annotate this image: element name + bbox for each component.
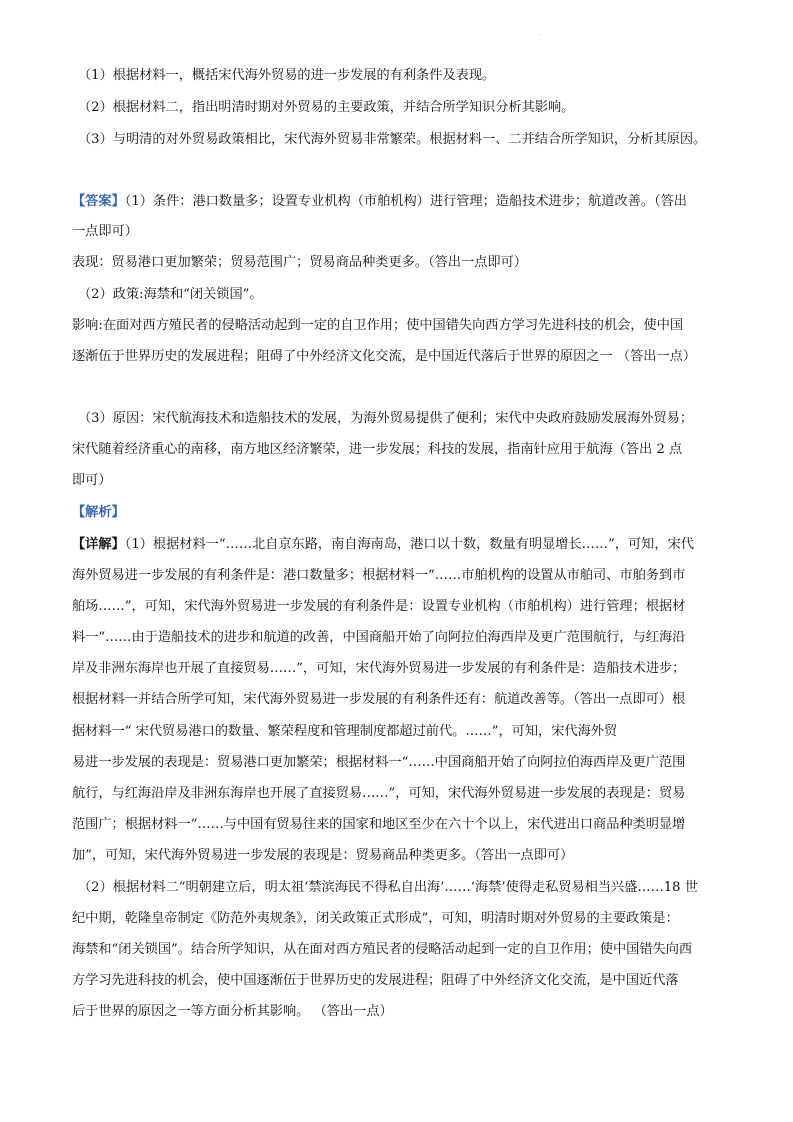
detail-line-4: 料一“……由于造船技术的进步和航道的改善，中国商船开始了向阿拉伯海西岸及更广范围航行，与红海沿	[72, 630, 686, 645]
detail-line-7: 据材料一“ 宋代贸易港口的数量、繁荣程度和管理制度都超过前代。……”，可知，宋代海外贸	[72, 724, 618, 739]
answer-line-2: 一点即可）	[72, 224, 138, 239]
detail-line-14: 海禁和“闭关锁国”。结合所学知识，从在面对西方殖民者的侵略活动起到一定的自卫作用；使中国错失向西	[72, 942, 693, 957]
detail-line-10: 范围广；根据材料一“……与中国有贸易往来的国家和地区至少在六十个以上，宋代进出口商品种类明显增	[72, 817, 686, 832]
detail-line-2: 海外贸易进一步发展的有利条件是：港口数量多；根据材料一“……市舶机构的设置从市舶司、市舶务到市	[72, 568, 686, 583]
detail-line-12: （2）根据材料二“明朝建立后，明太祖‘禁滨海民不得私自出海’……‘海禁’使得走私贸易相当兴盛……18 世	[78, 880, 698, 895]
answer-line-5: 影响:在面对西方殖民者的侵略活动起到一定的自卫作用；使中国错失向西方学习先进科技的机会，使中国	[72, 318, 684, 333]
answer-line-9: 即可）	[72, 473, 112, 488]
detail-line-6: 根据材料一并结合所学可知，宋代海外贸易进一步发展的有利条件还有：航道改善等。（答出一点即可）根	[72, 692, 686, 707]
answer-line-3: 表现：贸易港口更加繁荣；贸易范围广；贸易商品种类更多。（答出一点即可）	[72, 255, 527, 270]
page-dot-mark: .	[540, 30, 542, 37]
detail-line-8: 易进一步发展的表现是：贸易港口更加繁荣；根据材料一“……中国商船开始了向阿拉伯海西岸及更广范围	[72, 755, 686, 770]
detail-line-5: 岸及非洲东海岸也开展了直接贸易……”，可知，宋代海外贸易进一步发展的有利条件是：造船技术进步；	[72, 661, 686, 676]
answer-tag: 【答案】	[72, 194, 125, 209]
question-3: （3）与明清的对外贸易政策相比，宋代海外贸易非常繁荣。根据材料一、二并结合所学知识，分析其原因。	[78, 132, 707, 147]
detail-line-13: 纪中期，乾隆皇帝制定《防范外夷规条》，闭关政策正式形成”，可知，明清时期对外贸易的主要政策是：	[72, 911, 679, 926]
detail-line-15: 方学习先进科技的机会，使中国逐渐伍于世界历史的发展进程；阻碍了中外经济文化交流，是中国近代落	[72, 973, 679, 988]
detail-line-1: 【详解】（1）根据材料一“……北自京东路，南自海南岛，港口以十数，数量有明显增长……”，可知，宋代	[72, 537, 694, 552]
analysis-heading: 【解析】	[72, 505, 125, 520]
answer-line-4: （2）政策:海禁和“闭关锁国”。	[78, 287, 263, 302]
detail-line-3: 舶场……”，可知，宋代海外贸易进一步发展的有利条件是：设置专业机构（市舶机构）进行管理；根据材	[72, 599, 686, 614]
detail-line-11: 加”，可知，宋代海外贸易进一步发展的表现是：贸易商品种类更多。（答出一点即可）	[72, 848, 574, 863]
detail-tag: 【详解】	[72, 537, 125, 552]
question-2: （2）根据材料二，指出明清时期对外贸易的主要政策，并结合所学知识分析其影响。	[78, 100, 575, 115]
detail-line-9: 航行，与红海沿岸及非洲东海岸也开展了直接贸易……”，可知，宋代海外贸易进一步发展的表现是：贸易	[72, 786, 686, 801]
answer-line-8: 宋代随着经济重心的南移，南方地区经济繁荣，进一步发展；科技的发展，指南针应用于航海（答出 2 点	[72, 442, 683, 457]
answer-line-6: 逐渐伍于世界历史的发展进程；阻碍了中外经济文化交流，是中国近代落后于世界的原因之一 （答出一点）	[72, 349, 697, 364]
answer-line-7: （3）原因：宋代航海技术和造船技术的发展，为海外贸易提供了便利；宋代中央政府鼓励发展海外贸易；	[78, 411, 694, 426]
answer-line-1: 【答案】（1）条件：港口数量多；设置专业机构（市舶机构）进行管理；造船技术进步；航道改善。（答出	[72, 194, 687, 209]
question-1: （1）根据材料一，概括宋代海外贸易的进一步发展的有利条件及表现。	[78, 68, 496, 83]
detail-line-16: 后于世界的原因之一等方面分析其影响。 （答出一点）	[72, 1004, 393, 1019]
